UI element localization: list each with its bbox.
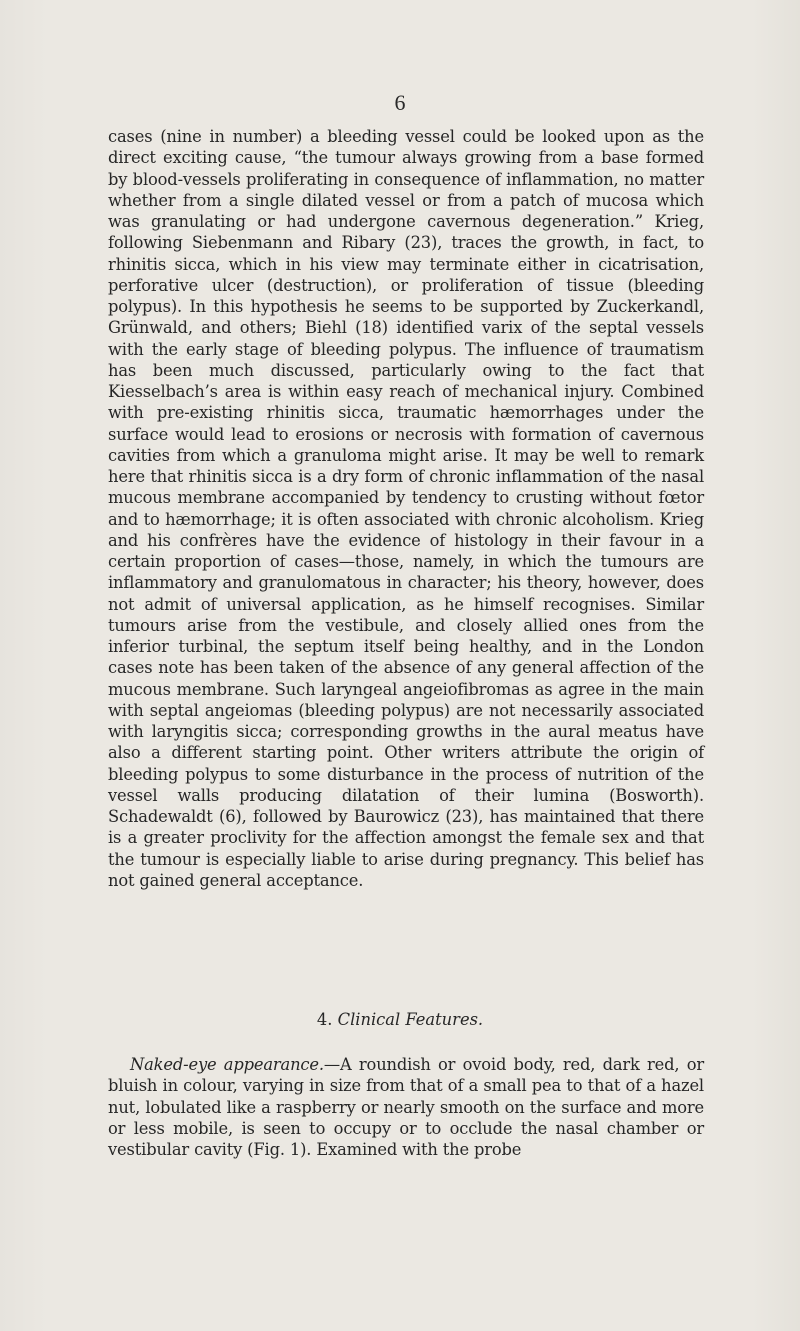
body-text-continued — [108, 126, 704, 891]
body-text-section — [108, 1054, 704, 1160]
section-heading — [0, 1010, 800, 1029]
page-number: 6 — [394, 90, 406, 115]
paragraph — [108, 1054, 704, 1160]
section-number: 4. — [316, 1010, 333, 1029]
paragraph-text: —A roundish or ovoid body, red, dark red, or bluish in colour, varying in size from that of a small pea to that of a hazel nut, lobulated like a raspberry or nearly smooth on the surface and more or less mobile, is seen to occupy or to occlude the nasal chamber or vestibular cavity (Fig. 1). Examined with the probe — [108, 1055, 705, 1159]
section-title: Clinical Features. — [337, 1010, 484, 1029]
paragraph: cases (nine in number) a bleeding vessel could be looked upon as the direct exciting cause, “the tumour always growing from a base formed by blood-vessels proliferating in consequence of inflammation, no matter whether from a single dilated vessel or from a patch of mucosa which was granulating or had undergone cavernous degeneration.” Krieg, following Siebenmann and Ribary (23), traces the growth, in fact, to rhinitis sicca, which in his view may terminate either in cicatrisation, perforative ulcer (destruction), or proliferation of tissue (bleeding polypus). In this hypothesis he seems to be supported by Zuckerkandl, Grünwald, and others; Biehl (18) identified varix of the septal vessels with the early stage of bleeding polypus. The influence of traumatism has been much discussed, particularly owing to the fact that Kiesselbach’s area is within easy reach of mechanical injury. Combined with pre-existing rhinitis sicca, traumatic hæmorrhages under the surface would lead to erosions or necrosis with formation of cavernous cavities from which a granuloma might arise. It may be well to remark here that rhinitis sicca is a dry form of chronic inflammation of the nasal mucous membrane accompanied by tendency to crusting without fœtor and to hæmorrhage; it is often associated with chronic alcoholism. Krieg and his confrères have the evidence of histology in their favour in a certain proportion of cases—those, namely, in which the tumours are inflammatory and granulomatous in character; his theory, however, does not admit of universal application, as he himself recognises. Similar tumours arise from the vestibule, and closely allied ones from the inferior turbinal, the septum itself being healthy, and in the London cases note has been taken of the absence of any general affection of the mucous membrane. Such laryngeal angeiofibromas as agree in the main with septal angeiomas (bleeding polypus) are not necessarily associated with laryngitis sicca; corresponding growths in the aural meatus have also a different starting point. Other writers attribute the origin of bleeding polypus to some disturbance in the process of nutrition of the vessel walls producing dilatation of their lumina (Bosworth). Schadewaldt (6), followed by Baurowicz (23), has maintained that there is a greater proclivity for the affection amongst the female sex and that the tumour is especially liable to arise during pregnancy. This belief has not gained general acceptance. — [108, 127, 704, 890]
paragraph-lead: Naked-eye appearance. — [130, 1055, 324, 1074]
